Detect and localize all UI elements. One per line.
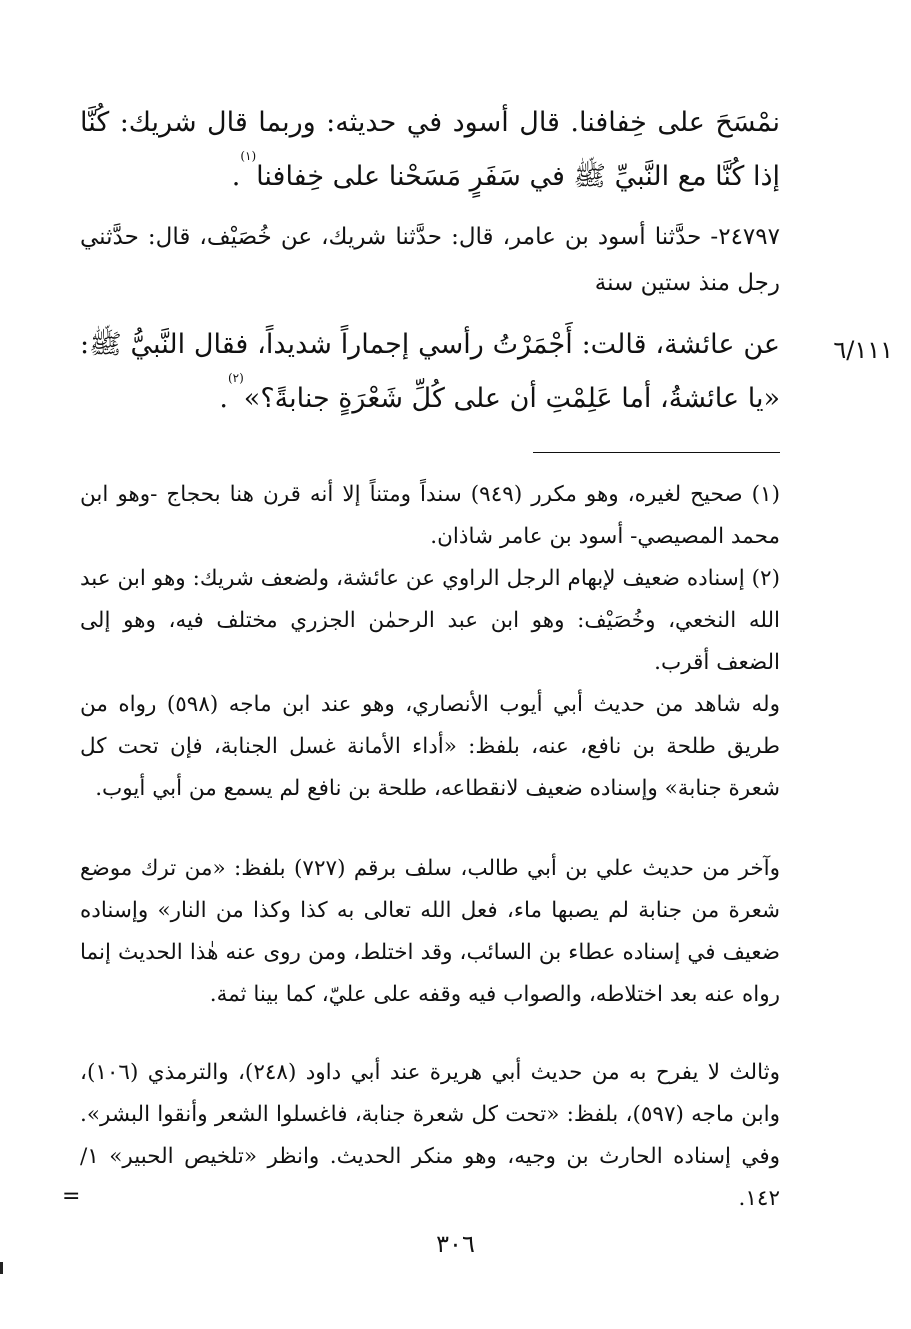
footnote-2-witness-3: وثالث لا يفرح به من حديث أبي هريرة عند أبي داود (٢٤٨)، والترمذي (١٠٦)، وابن ماجه (٥٩٧)، بلفظ: «تحت كل شعرة جنابة، فاغسلوا الشعر وأنقوا البشر». وفي إسناده الحارث بن وجيه، وهو منكر الحديث. وانظر «تلخيص الحبير» ١/ ١٤٢. bbox=[80, 1060, 780, 1211]
main-paragraph-2: عن عائشة، قالت: أَجْمَرْتُ رأسي إجماراً شديداً، فقال النَّبيُّ ﷺ: «يا عائشةُ، أما عَلِمْتِ أن على كُلِّ شَعْرَةٍ جنابةً؟»$^{(٢)}$. bbox=[80, 329, 780, 414]
continuation-mark: = bbox=[62, 1184, 81, 1209]
footnote-1: (١) صحيح لغيره، وهو مكرر (٩٤٩) سنداً ومتناً إلا أنه قرن هنا بحجاج -وهو ابن محمد المصيصي- أسود بن عامر شاذان. bbox=[80, 482, 780, 549]
footnote-2-witness-1: وله شاهد من حديث أبي أيوب الأنصاري، وهو عند ابن ماجه (٥٩٨) رواه من طريق طلحة بن نافع، عنه، بلفظ: «أداء الأمانة غسل الجنابة، فإن تحت كل شعرة جنابة» وإسناده ضعيف لانقطاعه، طلحة بن نافع لم يسمع من أبي أيوب. bbox=[80, 692, 780, 801]
volume-page-reference: ٦/١١١ bbox=[833, 336, 893, 364]
paragraph-text: عن عائشة، قالت: أَجْمَرْتُ رأسي إجماراً شديداً، فقال النَّبيُّ ﷺ: «يا عائشةُ، أما عَلِمْتِ أن على كُلِّ شَعْرَةٍ جنابةً؟» bbox=[80, 329, 780, 414]
footnote-2-witness-2: وآخر من حديث علي بن أبي طالب، سلف برقم (٧٢٧) بلفظ: «من ترك موضع شعرة من جنابة لم يصبها ماء، فعل الله تعالى به كذا وكذا من النار» وإسناده ضعيف في إسناده عطاء بن السائب، وقد اختلط، ومن روى عنه هٰذا الحديث إنما رواه عنه بعد اختلاطه، والصواب فيه وقفه على عليّ، كما بينا ثمة. bbox=[80, 856, 781, 1007]
hadith-isnad bbox=[80, 214, 780, 306]
footnote-2: (٢) إسناده ضعيف لإبهام الرجل الراوي عن عائشة، ولضعف شريك: وهو ابن عبد الله النخعي، وخُصَيْف: وهو ابن عبد الرحمٰن الجزري مختلف فيه، وهو إلى الضعف أقرب. bbox=[80, 566, 780, 675]
isnad-text: ٢٤٧٩٧- حدَّثنا أسود بن عامر، قال: حدَّثنا شريك، عن خُصَيْف، قال: حدَّثني رجل منذ ستين سنة bbox=[80, 224, 780, 296]
scan-edge-mark bbox=[0, 1262, 3, 1274]
paragraph-text: نمْسَحَ على خِفافنا. قال أسود في حديثه: وربما قال شريك: كُنَّا إذا كُنَّا مع النَّبيِّ ﷺ في سَفَرٍ مَسَحْنا على خِفافنا bbox=[80, 107, 780, 192]
footnote-separator bbox=[533, 452, 780, 453]
page-number: ٣٠٦ bbox=[436, 1230, 475, 1258]
main-paragraph-1: نمْسَحَ على خِفافنا. قال أسود في حديثه: وربما قال شريك: كُنَّا إذا كُنَّا مع النَّبيِّ ﷺ في سَفَرٍ مَسَحْنا على خِفافنا$^{(١)}$. bbox=[80, 107, 780, 192]
footnote-marker-2: (٢) bbox=[227, 371, 244, 385]
footnote-marker-1: (١) bbox=[240, 149, 257, 163]
